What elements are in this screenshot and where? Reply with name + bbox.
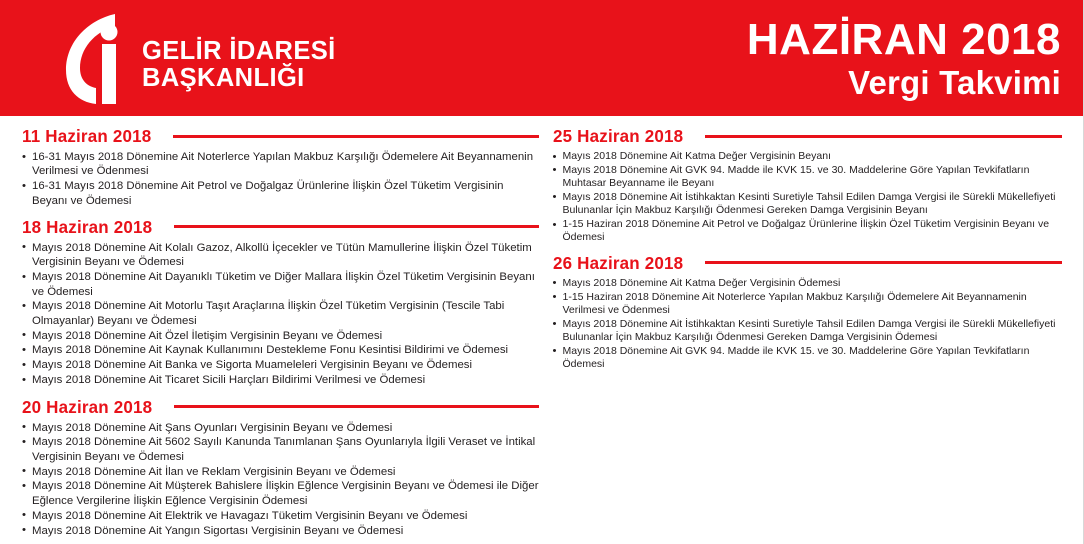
date-section-rule xyxy=(173,135,538,138)
agency-name-line1: GELİR İDARESİ xyxy=(142,37,336,66)
obligation-list xyxy=(553,277,1063,372)
obligation-item: • Mayıs 2018 Dönemine Ait İlan ve Reklam Vergisinin Beyanı ve Ödemesi xyxy=(22,465,539,479)
date-section-rule xyxy=(705,135,1062,138)
calendar-subtitle: Vergi Takvimi xyxy=(848,63,1061,101)
page-title xyxy=(746,14,1083,101)
obligation-item: • 1-15 Haziran 2018 Dönemine Ait Noterlerce Yapılan Makbuz Karşılığı Ödemelere Ait Beyannamenin Verilmesi ve Ödenmesi xyxy=(553,291,1063,318)
obligation-item: • Mayıs 2018 Dönemine Ait GVK 94. Madde ile KVK 15. ve 30. Maddelerine Göre Yapılan Tevkifatların Muhtasar Beyanname ile Beyanı xyxy=(553,164,1063,191)
obligation-item: • Mayıs 2018 Dönemine Ait Yangın Sigortası Vergisinin Beyanı ve Ödemesi xyxy=(22,524,539,538)
date-section xyxy=(553,253,1063,372)
obligation-item: • Mayıs 2018 Dönemine Ait İstihkaktan Kesinti Suretiyle Tahsil Edilen Damga Vergisi ile Sürekli Mükellefiyeti Bulunanlar İçin Makbuz Karşılığı Ödenmesi Gereken Damga Vergisinin Ödemesi xyxy=(553,318,1063,345)
agency-brand xyxy=(0,10,336,106)
calendar-body xyxy=(0,116,1083,544)
obligation-item: • Mayıs 2018 Dönemine Ait İstihkaktan Kesinti Suretiyle Tahsil Edilen Damga Vergisi ile Sürekli Mükellefiyeti Bulunanlar İçin Makbuz Karşılığı Ödenmesi Gereken Damga Vergisinin Beyanı xyxy=(553,191,1063,218)
date-section-header xyxy=(22,397,539,418)
left-column xyxy=(0,126,547,544)
obligation-item: • 1-15 Haziran 2018 Dönemine Ait Petrol ve Doğalgaz Ürünlerine İlişkin Özel Tüketim Vergisinin Beyanı ve Ödemesi xyxy=(553,218,1063,245)
obligation-item: • Mayıs 2018 Dönemine Ait Şans Oyunları Vergisinin Beyanı ve Ödemesi xyxy=(22,421,539,435)
date-section xyxy=(22,126,539,208)
calendar-month-title: HAZİRAN 2018 xyxy=(746,14,1061,64)
obligation-item: • Mayıs 2018 Dönemine Ait Motorlu Taşıt Araçlarına İlişkin Özel Tüketim Vergisinin (Tescile Tabi Olmayanlar) Beyanı ve Ödemesi xyxy=(22,299,539,328)
obligation-item: • Mayıs 2018 Dönemine Ait Elektrik ve Havagazı Tüketim Vergisinin Beyanı ve Ödemesi xyxy=(22,509,539,523)
date-section-title: 25 Haziran 2018 xyxy=(552,126,683,146)
obligation-item: • Mayıs 2018 Dönemine Ait Banka ve Sigorta Muameleleri Vergisinin Beyanı ve Ödemesi xyxy=(22,358,539,372)
date-section-header xyxy=(22,126,539,147)
date-section xyxy=(22,397,539,538)
date-section-title: 20 Haziran 2018 xyxy=(22,396,153,417)
date-section-title: 11 Haziran 2018 xyxy=(22,126,152,146)
obligation-item: • Mayıs 2018 Dönemine Ait Dayanıklı Tüketim ve Diğer Mallara İlişkin Özel Tüketim Vergisinin Beyanı ve Ödemesi xyxy=(22,270,539,299)
date-section-rule xyxy=(174,405,538,408)
obligation-item: • 16-31 Mayıs 2018 Dönemine Ait Noterlerce Yapılan Makbuz Karşılığı Ödemelere Ait Beyannamenin Verilmesi ve Ödenmesi xyxy=(22,150,539,179)
obligation-list xyxy=(22,421,539,538)
date-section-header xyxy=(553,126,1063,147)
obligation-item: • Mayıs 2018 Dönemine Ait Müşterek Bahislere İlişkin Eğlence Vergisinin Beyanı ve Ödemesi ile Diğer Eğlence Vergilerine İlişkin Eğlence Vergisinin Ödemesi xyxy=(22,479,539,508)
right-column xyxy=(547,126,1084,544)
date-section-header xyxy=(553,253,1063,274)
obligation-item: • Mayıs 2018 Dönemine Ait Katma Değer Vergisinin Beyanı xyxy=(553,150,1063,163)
date-section-title: 18 Haziran 2018 xyxy=(22,216,153,237)
obligation-item: • Mayıs 2018 Dönemine Ait Ticaret Sicili Harçları Bildirimi Verilmesi ve Ödemesi xyxy=(22,373,539,387)
page-header xyxy=(0,0,1083,116)
obligation-list xyxy=(22,150,539,208)
obligation-list xyxy=(22,241,539,388)
obligation-list xyxy=(553,150,1063,245)
date-section-header xyxy=(22,217,539,238)
obligation-item: • Mayıs 2018 Dönemine Ait Katma Değer Vergisinin Ödemesi xyxy=(553,277,1063,290)
date-section-title: 26 Haziran 2018 xyxy=(552,252,683,273)
gib-monogram-logo-icon xyxy=(58,10,136,106)
obligation-item: • Mayıs 2018 Dönemine Ait Özel İletişim Vergisinin Beyanı ve Ödemesi xyxy=(22,329,539,343)
date-section-rule xyxy=(174,225,538,228)
obligation-item: • Mayıs 2018 Dönemine Ait Kolalı Gazoz, Alkollü İçecekler ve Tütün Mamullerine İlişkin Özel Tüketim Vergisinin Beyanı ve Ödemesi xyxy=(22,241,539,270)
date-section xyxy=(22,217,539,388)
obligation-item: • Mayıs 2018 Dönemine Ait GVK 94. Madde ile KVK 15. ve 30. Maddelerine Göre Yapılan Tevkifatların Ödemesi xyxy=(553,345,1063,372)
date-section xyxy=(553,126,1063,245)
obligation-item: • Mayıs 2018 Dönemine Ait 5602 Sayılı Kanunda Tanımlanan Şans Oyunlarıyla İlgili Veraset ve İntikal Vergisinin Beyanı ve Ödemesi xyxy=(22,435,539,464)
agency-name-line2: BAŞKANLIĞI xyxy=(142,64,305,92)
obligation-item: • Mayıs 2018 Dönemine Ait Kaynak Kullanımını Destekleme Fonu Kesintisi Bildirimi ve Ödemesi xyxy=(22,343,539,357)
date-section-rule xyxy=(705,261,1062,264)
agency-name xyxy=(142,24,336,91)
obligation-item: • 16-31 Mayıs 2018 Dönemine Ait Petrol ve Doğalgaz Ürünlerine İlişkin Özel Tüketim Vergisinin Beyanı ve Ödemesi xyxy=(22,179,539,208)
